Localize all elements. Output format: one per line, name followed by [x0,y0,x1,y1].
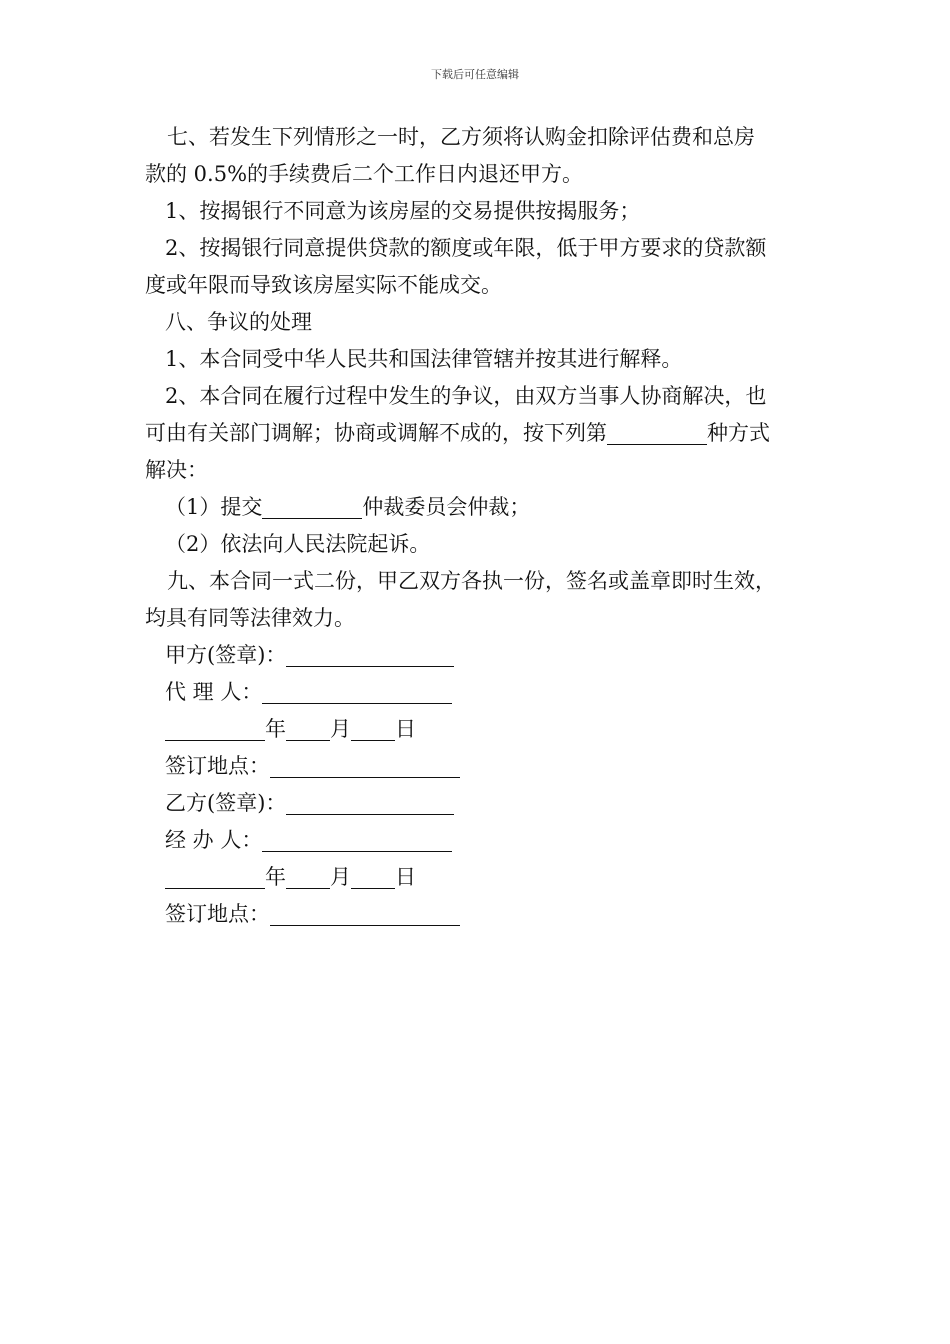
party-a-signature-label: 甲方(签章)： [165,643,287,667]
agent-row [145,674,835,711]
party-b-date-row [145,859,835,896]
month-label: 月 [330,865,351,889]
party-a-signature-blank[interactable] [286,642,454,667]
party-b-place-row [145,896,835,933]
arbitration-committee-blank[interactable] [262,494,362,519]
contract-body [145,119,835,933]
clause-8-option-1-b: 仲裁委员会仲裁； [362,495,531,519]
day-label: 日 [395,717,416,741]
clause-8-option-2: （2）依法向人民法院起诉。 [165,532,431,556]
clause-7-item-2-line-2: 度或年限而导致该房屋实际不能成交。 [145,273,502,297]
year-label: 年 [265,865,286,889]
party-a-signature-row [145,637,835,674]
party-b-day-blank[interactable] [351,864,395,889]
clause-7-item-1: 1、按揭银行不同意为该房屋的交易提供按揭服务； [165,199,641,223]
party-a-year-blank[interactable] [165,716,265,741]
clause-8-item-2-line-2-a: 可由有关部门调解；协商或调解不成的，按下列第 [145,421,607,445]
party-a-place-row [145,748,835,785]
page-header-note: 下载后可任意编辑 [431,68,519,81]
clause-8-item-2-line-3: 解决： [145,458,208,482]
handler-row [145,822,835,859]
clause-7-line-2: 款的 0.5%的手续费后二个工作日内退还甲方。 [145,162,584,186]
party-b-place-blank[interactable] [270,901,460,926]
party-a-day-blank[interactable] [351,716,395,741]
party-b-signature-label: 乙方(签章)： [165,791,287,815]
party-a-month-blank[interactable] [286,716,330,741]
clause-8-option-1-a: （1）提交 [165,495,263,519]
clause-7-line-1: 七、若发生下列情形之一时，乙方须将认购金扣除评估费和总房 [167,125,755,149]
party-a-date-row [145,711,835,748]
clause-8-title: 八、争议的处理 [165,310,312,334]
clause-7-item-2-line-1: 2、按揭银行同意提供贷款的额度或年限，低于甲方要求的贷款额 [165,236,767,260]
clause-9-line-2: 均具有同等法律效力。 [145,606,355,630]
agent-label: 代 理 人： [165,680,263,704]
clause-9-line-1: 九、本合同一式二份，甲乙双方各执一份，签名或盖章即时生效， [167,569,776,593]
clause-8-option-1 [145,489,835,526]
place-label: 签订地点： [165,902,270,926]
clause-8-item-2-line-2 [145,415,835,452]
place-label: 签订地点： [165,754,270,778]
clause-8-item-2-line-2-b: 种方式 [707,421,770,445]
handler-label: 经 办 人： [165,828,263,852]
handler-blank[interactable] [262,827,452,852]
party-a-place-blank[interactable] [270,753,460,778]
dispute-method-blank[interactable] [607,420,707,445]
agent-blank[interactable] [262,679,452,704]
clause-8-item-1: 1、本合同受中华人民共和国法律管辖并按其进行解释。 [165,347,683,371]
year-label: 年 [265,717,286,741]
month-label: 月 [330,717,351,741]
party-b-signature-blank[interactable] [286,790,454,815]
party-b-year-blank[interactable] [165,864,265,889]
clause-8-item-2-line-1: 2、本合同在履行过程中发生的争议，由双方当事人协商解决，也 [165,384,767,408]
party-b-signature-row [145,785,835,822]
party-b-month-blank[interactable] [286,864,330,889]
day-label: 日 [395,865,416,889]
